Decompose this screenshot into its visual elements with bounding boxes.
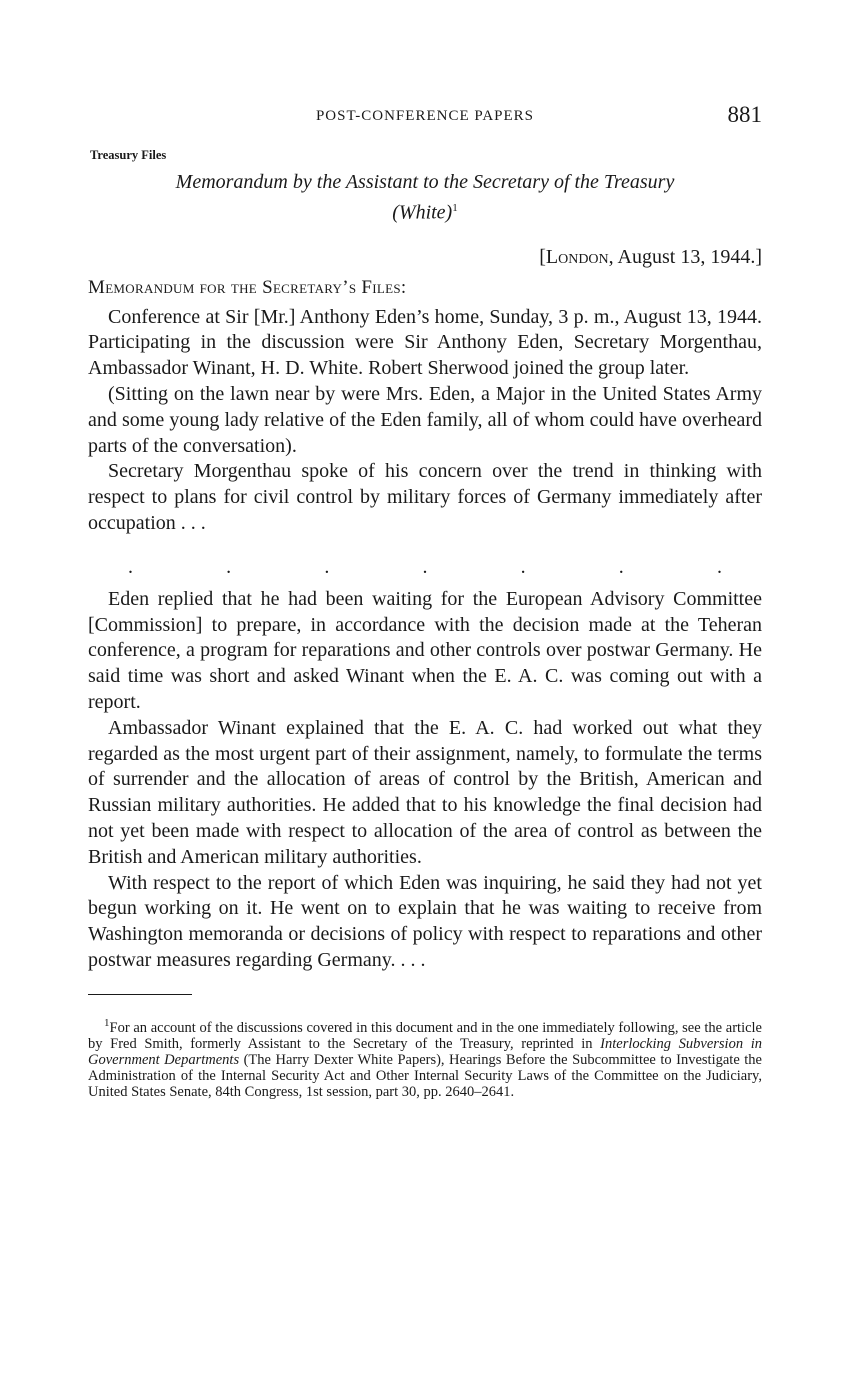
omission-dot: .: [324, 555, 330, 578]
dateline: [88, 246, 762, 269]
footnote-text-b: (The Harry Dexter White Papers), Hearings Before the Subcommittee to Investigate the Administration of the Internal Security Act and Other Internal Security Laws of the Committee on the Judiciary, United States Senate, 84th Congress, 1st session, part 30, pp. 2640–2641.: [88, 1052, 762, 1101]
running-head: [88, 100, 762, 134]
paragraph-3: Secretary Morgenthau spoke of his concern over the trend in thinking with respect to plans for civil control by military forces of Germany immediately after occupation . . .: [88, 460, 762, 535]
dateline-date: , August 13, 1944.]: [608, 245, 762, 268]
document-title-author: (White): [392, 201, 453, 224]
footnote-text-a: For an account of the discussions covered in this document and in the one immediately following, see the article by Fred Smith, formerly Assistant to the Secretary of the Treasury, reprinted in: [88, 1019, 762, 1052]
omission-dot: .: [520, 555, 526, 578]
footnote-divider: [88, 994, 192, 995]
paragraph-2: (Sitting on the lawn near by were Mrs. Eden, a Major in the United States Army and some young lady relative of the Eden family, all of whom could have overheard parts of the conversation).: [88, 383, 762, 457]
omission-dot: .: [618, 555, 624, 578]
omission-dot: .: [422, 555, 428, 578]
dateline-open-bracket: [: [539, 245, 546, 268]
paragraph-1: Conference at Sir [Mr.] Anthony Eden’s home, Sunday, 3 p. m., August 13, 1944. Participating in the discussion were Sir Anthony Eden, Secretary Morgenthau, Ambassador Winant, H. D. White. Robert Sherwood joined the group later.: [88, 305, 762, 380]
page-number: 881: [727, 102, 762, 127]
document-title: [88, 169, 762, 226]
footnote-mark: 1: [104, 1016, 110, 1029]
source-label: Treasury Files: [90, 148, 167, 162]
paragraph-5: Ambassador Winant explained that the E. A. C. had worked out what they regarded as the most urgent part of their assignment, namely, to formulate the terms of surrender and the allocation of areas of control by the British, American and Russian military authorities. He added that to his knowledge the final decision had not yet been made with respect to allocation of the area of control as between the British and American military authorities.: [88, 716, 762, 868]
document-title-line-2: [88, 195, 762, 226]
dateline-place: London: [545, 245, 609, 268]
title-footnote-mark: 1: [452, 202, 458, 214]
document-page: [88, 100, 762, 1101]
paragraph-6: With respect to the report of which Eden was inquiring, he said they had not yet begun working on it. He went on to explain that he was waiting to receive from Washington memoranda or decisions of policy with respect to reparations and other postwar measures regarding Germany. . . .: [88, 871, 762, 971]
running-title: POST-CONFERENCE PAPERS: [315, 108, 535, 124]
memo-body: [88, 305, 762, 974]
footnote-italic-title: Interlocking Subversion in Government Departments: [88, 1035, 762, 1069]
omission-dot: .: [716, 555, 722, 578]
omission-dot: .: [226, 555, 232, 578]
omission-dot: .: [128, 555, 133, 578]
footnote-1: [88, 1015, 762, 1101]
document-title-line-1: Memorandum by the Assistant to the Secretary of the Treasury: [175, 171, 675, 193]
omission-dots: [88, 557, 762, 577]
memo-heading: Memorandum for the Secretary’s Files:: [88, 276, 407, 298]
paragraph-4: Eden replied that he had been waiting for the European Advisory Committee [Commission] to prepare, in accordance with the decision made at the Teheran conference, a program for reparations and other controls over postwar Germany. He said time was short and asked Winant when the E. A. C. was coming out with a report.: [88, 587, 762, 714]
